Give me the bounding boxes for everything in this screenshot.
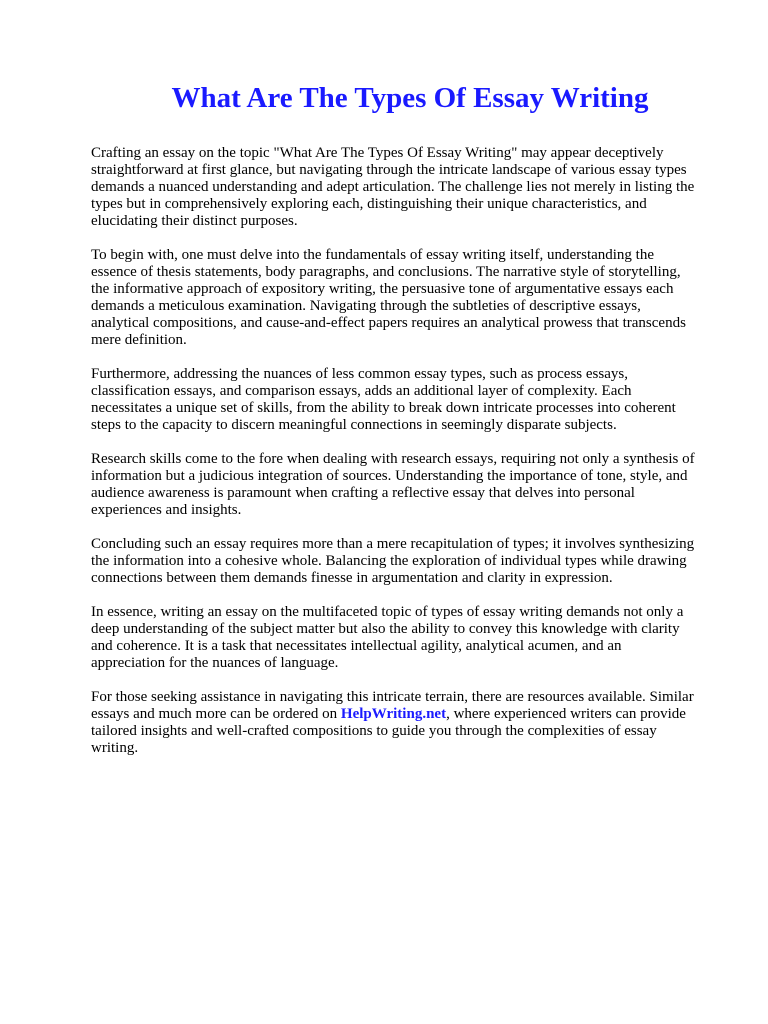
paragraph-line: To begin with, one must delve into the fundamentals of essay writing itself, understanding the bbox=[91, 247, 655, 263]
paragraph-line: Furthermore, addressing the nuances of less common essay types, such as process essays, bbox=[91, 366, 628, 382]
paragraph-list bbox=[91, 145, 721, 672]
paragraph-line: audience awareness is paramount when crafting a reflective essay that delves into personal bbox=[91, 485, 635, 501]
paragraph-line: necessitates a unique set of skills, from the ability to break down intricate processes into coherent bbox=[91, 400, 676, 416]
closing-line-2 bbox=[91, 706, 721, 723]
paragraph-line: Research skills come to the fore when dealing with research essays, requiring not only a synthesis of bbox=[91, 451, 695, 467]
paragraph-line: experiences and insights. bbox=[91, 502, 242, 518]
paragraph-line: the informative approach of expository writing, the persuasive tone of argumentative essays each bbox=[91, 281, 674, 297]
helpwriting-link[interactable]: HelpWriting.net bbox=[340, 706, 447, 722]
closing-line-3: tailored insights and well-crafted compositions to guide you through the complexities of essay bbox=[91, 723, 657, 739]
paragraph-line: types but in comprehensively exploring each, distinguishing their unique characteristics, and bbox=[91, 196, 647, 212]
body-paragraph bbox=[91, 366, 721, 434]
paragraph-line: essence of thesis statements, body paragraphs, and conclusions. The narrative style of storytelling, bbox=[91, 264, 681, 280]
closing-line-1: For those seeking assistance in navigating this intricate terrain, there are resources available. Similar bbox=[91, 689, 694, 705]
paragraph-line: demands a meticulous examination. Navigating through the subtleties of descriptive essays, bbox=[91, 298, 641, 314]
closing-line-2-after: , where experienced writers can provide bbox=[446, 706, 686, 722]
document-body bbox=[91, 145, 721, 774]
paragraph-line: Crafting an essay on the topic "What Are The Types Of Essay Writing" may appear deceptively bbox=[91, 145, 664, 161]
paragraph-line: and coherence. It is a task that necessitates intellectual agility, analytical acumen, and an bbox=[91, 638, 622, 654]
paragraph-line: mere definition. bbox=[91, 332, 187, 348]
body-paragraph bbox=[91, 451, 721, 519]
paragraph-line: deep understanding of the subject matter but also the ability to convey this knowledge with clarity bbox=[91, 621, 680, 637]
body-paragraph bbox=[91, 145, 721, 230]
paragraph-line: In essence, writing an essay on the multifaceted topic of types of essay writing demands not only a bbox=[91, 604, 684, 620]
body-paragraph bbox=[91, 536, 721, 587]
body-paragraph bbox=[91, 247, 721, 349]
paragraph-line: analytical compositions, and cause-and-effect papers requires an analytical prowess that transcends bbox=[91, 315, 686, 331]
paragraph-line: Concluding such an essay requires more than a mere recapitulation of types; it involves synthesizing bbox=[91, 536, 695, 552]
paragraph-line: demands a nuanced understanding and adept articulation. The challenge lies not merely in listing the bbox=[91, 179, 695, 195]
body-paragraph bbox=[91, 604, 721, 672]
closing-paragraph bbox=[91, 689, 721, 757]
closing-line-4: writing. bbox=[91, 740, 139, 756]
paragraph-line: the information into a cohesive whole. Balancing the exploration of individual types while drawing bbox=[91, 553, 687, 569]
paragraph-line: connections between them demands finesse in argumentation and clarity in expression. bbox=[91, 570, 613, 586]
paragraph-line: straightforward at first glance, but navigating through the intricate landscape of various essay types bbox=[91, 162, 687, 178]
paragraph-line: steps to the capacity to discern meaningful connections in seemingly disparate subjects. bbox=[91, 417, 617, 433]
page-title: What Are The Types Of Essay Writing bbox=[171, 82, 649, 114]
paragraph-line: appreciation for the nuances of language. bbox=[91, 655, 339, 671]
paragraph-line: elucidating their distinct purposes. bbox=[91, 213, 298, 229]
paragraph-line: information but a judicious integration of sources. Understanding the importance of tone, style, and bbox=[91, 468, 688, 484]
paragraph-line: classification essays, and comparison essays, adds an additional layer of complexity. Each bbox=[91, 383, 632, 399]
closing-line-2-before: essays and much more can be ordered on bbox=[91, 706, 341, 722]
